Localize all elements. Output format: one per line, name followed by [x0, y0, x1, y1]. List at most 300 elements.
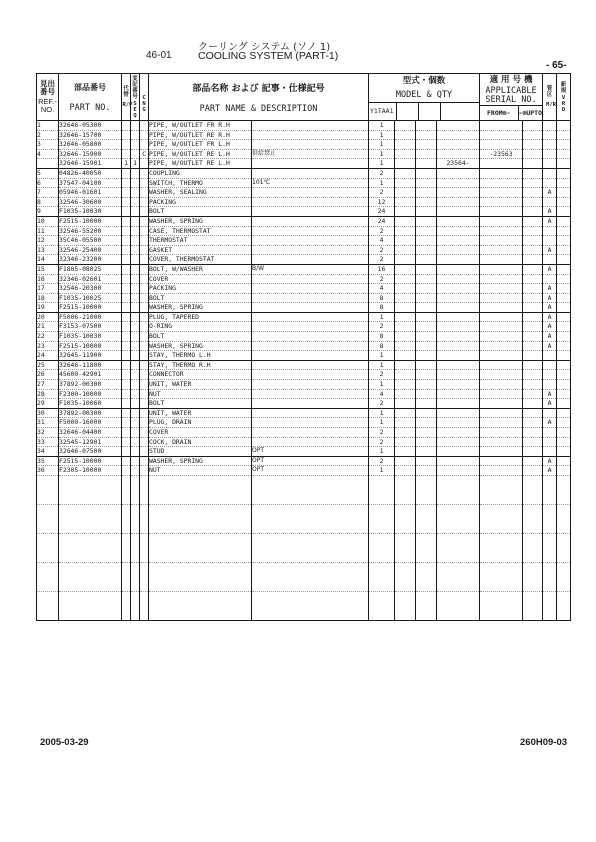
row-flag4: [523, 149, 543, 159]
row-serial-from: [437, 207, 480, 217]
col-part-no-en: PART NO.: [69, 102, 111, 113]
blank-row: [37, 591, 571, 620]
row-serial-upto: -23563: [480, 149, 523, 159]
row-flag3: [140, 437, 149, 447]
row-flag2: [131, 293, 140, 303]
row-ref: [37, 159, 59, 169]
row-flag2: [131, 207, 140, 217]
row-part-no: 32546-25400: [59, 245, 122, 255]
blank-cell: [122, 533, 131, 562]
row-serial-upto: [480, 245, 523, 255]
row-description: [252, 121, 369, 131]
row-serial-from: [437, 303, 480, 313]
row-part-no: 37892-00300: [59, 380, 122, 390]
row-part-no: F2515-10000: [59, 216, 122, 226]
row-serial-upto: [480, 351, 523, 361]
row-flag5: A: [543, 216, 557, 226]
row-qty-3: [416, 216, 437, 226]
row-description: [252, 380, 369, 390]
row-flag6: [557, 370, 571, 380]
row-serial-upto: [480, 312, 523, 322]
row-qty-3: [416, 178, 437, 188]
row-serial-upto: [480, 284, 523, 294]
row-flag2: [131, 188, 140, 198]
row-part-name: PACKING: [149, 284, 252, 294]
table-row: [37, 351, 571, 361]
blank-row: [37, 562, 571, 591]
row-flag3: [140, 428, 149, 438]
row-ref: 25: [37, 360, 59, 370]
row-description: [252, 293, 369, 303]
row-part-no: 32646-07500: [59, 447, 122, 457]
table-row: [37, 389, 571, 399]
row-serial-from: [437, 245, 480, 255]
row-flag1: [122, 322, 131, 332]
row-qty-2: [395, 456, 416, 466]
row-qty-2: [395, 245, 416, 255]
row-ref: 35: [37, 456, 59, 466]
row-flag5: [543, 178, 557, 188]
row-description: [252, 284, 369, 294]
row-serial-from: [437, 130, 480, 140]
row-flag4: [523, 437, 543, 447]
row-qty-2: [395, 322, 416, 332]
row-qty-3: [416, 293, 437, 303]
col-flag3-header: [140, 74, 149, 121]
row-description: [252, 351, 369, 361]
row-ref: 7: [37, 188, 59, 198]
row-flag2: 1: [131, 159, 140, 169]
table-body: [37, 121, 571, 621]
row-serial-from: [437, 312, 480, 322]
row-qty-3: [416, 236, 437, 246]
blank-cell: [369, 475, 395, 504]
row-flag5: [543, 121, 557, 131]
blank-cell: [543, 475, 557, 504]
blank-cell: [523, 591, 543, 620]
row-ref: 36: [37, 466, 59, 476]
blank-cell: [480, 591, 523, 620]
table-row: [37, 447, 571, 457]
row-serial-upto: [480, 322, 523, 332]
row-part-no: 32546-30600: [59, 197, 122, 207]
blank-cell: [395, 504, 416, 533]
row-serial-upto: [480, 140, 523, 150]
row-description: OPT: [252, 466, 369, 476]
blank-cell: [131, 504, 140, 533]
col-serial-jp: 適 用 号 機: [489, 75, 533, 85]
row-qty-2: [395, 207, 416, 217]
row-ref: 10: [37, 216, 59, 226]
row-description: [252, 226, 369, 236]
row-flag4: [523, 188, 543, 198]
row-description: 101℃: [252, 178, 369, 188]
row-qty-2: [395, 226, 416, 236]
row-flag4: [523, 447, 543, 457]
row-qty-2: [395, 341, 416, 351]
row-serial-upto: [480, 255, 523, 265]
row-serial-upto: [480, 226, 523, 236]
row-qty-2: [395, 140, 416, 150]
row-qty-3: [416, 274, 437, 284]
row-part-no: 37547-04100: [59, 178, 122, 188]
row-ref: 23: [37, 341, 59, 351]
footer-date: 2005-03-29: [40, 737, 89, 748]
row-qty-2: [395, 428, 416, 438]
row-qty: 2: [369, 370, 395, 380]
row-part-name: WASHER, SPRING: [149, 341, 252, 351]
col-serial-en1: APPLICABLE: [485, 86, 537, 96]
row-flag4: [523, 389, 543, 399]
row-description: [252, 159, 369, 169]
row-part-name: WASHER, SPRING: [149, 303, 252, 313]
row-flag6: [557, 284, 571, 294]
row-serial-from: [437, 351, 480, 361]
row-qty-3: [416, 197, 437, 207]
row-serial-from: [437, 341, 480, 351]
row-serial-upto: [480, 121, 523, 131]
table-row: [37, 178, 571, 188]
blank-cell: [140, 533, 149, 562]
row-qty-3: [416, 370, 437, 380]
row-flag2: [131, 226, 140, 236]
row-flag5: [543, 197, 557, 207]
row-serial-upto: [480, 178, 523, 188]
blank-cell: [557, 562, 571, 591]
row-part-no: 45600-42901: [59, 370, 122, 380]
blank-cell: [131, 591, 140, 620]
row-flag2: [131, 130, 140, 140]
row-flag6: [557, 360, 571, 370]
row-qty-2: [395, 399, 416, 409]
row-qty: 8: [369, 332, 395, 342]
table-row: [37, 322, 571, 332]
row-qty: 2: [369, 255, 395, 265]
row-flag3: [140, 303, 149, 313]
row-flag3: C: [140, 149, 149, 159]
row-serial-from: [437, 284, 480, 294]
table-row: [37, 255, 571, 265]
table-row: [37, 168, 571, 178]
row-serial-from: [437, 399, 480, 409]
row-flag5: [543, 236, 557, 246]
row-flag5: [543, 428, 557, 438]
row-flag2: [131, 389, 140, 399]
row-description: 供給禁止: [252, 149, 369, 159]
row-flag2: [131, 399, 140, 409]
row-flag5: [543, 140, 557, 150]
blank-cell: [140, 562, 149, 591]
row-ref: 6: [37, 178, 59, 188]
row-flag6: [557, 293, 571, 303]
row-flag5: [543, 437, 557, 447]
row-flag3: [140, 168, 149, 178]
row-part-name: STUD: [149, 447, 252, 457]
row-qty-3: [416, 226, 437, 236]
row-flag3: [140, 418, 149, 428]
row-flag1: [122, 360, 131, 370]
row-flag5: [543, 159, 557, 169]
row-part-no: F5000-16000: [59, 418, 122, 428]
row-qty-3: [416, 428, 437, 438]
row-flag4: [523, 130, 543, 140]
row-part-name: BOLT: [149, 293, 252, 303]
row-flag4: [523, 274, 543, 284]
row-qty-3: [416, 380, 437, 390]
row-part-no: 35C46-05500: [59, 236, 122, 246]
row-flag1: [122, 351, 131, 361]
row-ref: 28: [37, 389, 59, 399]
row-qty-2: [395, 178, 416, 188]
row-serial-upto: [480, 408, 523, 418]
row-flag3: [140, 351, 149, 361]
table-row: [37, 264, 571, 274]
row-qty: 2: [369, 399, 395, 409]
row-flag4: [523, 226, 543, 236]
row-flag6: [557, 437, 571, 447]
row-flag2: [131, 245, 140, 255]
row-serial-upto: [480, 341, 523, 351]
row-serial-upto: [480, 370, 523, 380]
row-part-name: THERMOSTAT: [149, 236, 252, 246]
row-qty: 1: [369, 121, 395, 131]
col-serial-header: [480, 74, 543, 121]
row-description: B/W: [252, 264, 369, 274]
row-part-name: WASHER, SPRING: [149, 216, 252, 226]
row-ref: 12: [37, 236, 59, 246]
row-flag3: [140, 399, 149, 409]
row-qty: 2: [369, 245, 395, 255]
row-flag4: [523, 245, 543, 255]
col-ref-en: REF.-NO.: [38, 97, 57, 114]
blank-cell: [252, 504, 369, 533]
row-description: [252, 245, 369, 255]
row-flag3: [140, 159, 149, 169]
row-ref: 31: [37, 418, 59, 428]
row-flag5: [543, 370, 557, 380]
row-flag6: [557, 322, 571, 332]
row-qty: 2: [369, 274, 395, 284]
row-flag5: A: [543, 341, 557, 351]
row-qty-3: [416, 188, 437, 198]
row-flag6: [557, 332, 571, 342]
row-part-name: PIPE, W/OUTLET RE L.H: [149, 159, 252, 169]
row-qty: 1: [369, 140, 395, 150]
row-qty: 8: [369, 303, 395, 313]
row-description: [252, 197, 369, 207]
row-flag1: [122, 447, 131, 457]
row-flag4: [523, 418, 543, 428]
table-header: [37, 74, 571, 121]
row-flag6: [557, 130, 571, 140]
blank-cell: [369, 504, 395, 533]
row-qty-2: [395, 264, 416, 274]
row-flag6: [557, 245, 571, 255]
table-row: [37, 370, 571, 380]
blank-cell: [140, 475, 149, 504]
col-flag1-en: R/P: [122, 102, 133, 108]
row-flag1: [122, 389, 131, 399]
row-ref: 33: [37, 437, 59, 447]
table-row: [37, 380, 571, 390]
row-part-no: 04826-40050: [59, 168, 122, 178]
row-flag6: [557, 389, 571, 399]
row-ref: 1: [37, 121, 59, 131]
row-flag6: [557, 216, 571, 226]
table-row: [37, 303, 571, 313]
row-qty-2: [395, 466, 416, 476]
row-flag1: [122, 140, 131, 150]
row-part-no: F2515-10000: [59, 303, 122, 313]
table-row: [37, 159, 571, 169]
row-part-no: 32646-15700: [59, 130, 122, 140]
row-qty-2: [395, 312, 416, 322]
row-flag3: [140, 226, 149, 236]
row-serial-from: [437, 456, 480, 466]
row-flag1: [122, 437, 131, 447]
row-qty-2: [395, 447, 416, 457]
row-flag1: [122, 466, 131, 476]
row-serial-upto: [480, 197, 523, 207]
row-qty: 2: [369, 188, 395, 198]
row-qty-2: [395, 418, 416, 428]
row-flag3: [140, 178, 149, 188]
row-flag3: [140, 245, 149, 255]
row-part-name: COVER: [149, 274, 252, 284]
col-ref-header: [37, 74, 59, 121]
row-part-name: CASE, THERMOSTAT: [149, 226, 252, 236]
row-flag3: [140, 341, 149, 351]
row-flag4: [523, 360, 543, 370]
row-qty-2: [395, 408, 416, 418]
row-part-name: PIPE, W/OUTLET RE L.H: [149, 149, 252, 159]
row-flag2: [131, 428, 140, 438]
row-serial-from: [437, 447, 480, 457]
row-flag3: [140, 312, 149, 322]
table-row: [37, 216, 571, 226]
row-serial-upto: [480, 380, 523, 390]
row-qty: 12: [369, 197, 395, 207]
blank-cell: [437, 504, 480, 533]
row-part-no: F1035-10030: [59, 332, 122, 342]
row-qty-2: [395, 149, 416, 159]
blank-cell: [122, 562, 131, 591]
row-part-no: 32646-05800: [59, 140, 122, 150]
blank-cell: [480, 562, 523, 591]
row-flag3: [140, 236, 149, 246]
row-flag3: [140, 370, 149, 380]
section-code: 46-01: [146, 50, 172, 61]
blank-cell: [543, 562, 557, 591]
row-flag5: A: [543, 245, 557, 255]
row-flag4: [523, 293, 543, 303]
col-flag4-en: M/R: [546, 102, 556, 108]
row-description: [252, 399, 369, 409]
row-flag5: [543, 408, 557, 418]
row-part-name: STAY, THERMO R.H: [149, 360, 252, 370]
row-ref: 5: [37, 168, 59, 178]
row-description: [252, 418, 369, 428]
row-ref: 17: [37, 284, 59, 294]
blank-cell: [543, 504, 557, 533]
row-flag2: [131, 360, 140, 370]
blank-cell: [369, 591, 395, 620]
row-qty-3: [416, 456, 437, 466]
row-flag6: [557, 207, 571, 217]
row-description: OPT: [252, 456, 369, 466]
row-part-no: 05946-01601: [59, 188, 122, 198]
table-row: [37, 236, 571, 246]
row-flag2: [131, 121, 140, 131]
row-part-name: GASKET: [149, 245, 252, 255]
row-part-name: BOLT: [149, 332, 252, 342]
blank-cell: [416, 591, 437, 620]
blank-cell: [131, 533, 140, 562]
row-description: [252, 207, 369, 217]
row-flag6: [557, 255, 571, 265]
row-qty-3: [416, 447, 437, 457]
row-flag2: [131, 284, 140, 294]
row-flag1: [122, 264, 131, 274]
col-model-header: [369, 74, 480, 121]
row-description: [252, 216, 369, 226]
row-flag1: [122, 380, 131, 390]
row-flag1: [122, 226, 131, 236]
row-qty: 1: [369, 130, 395, 140]
col-flag1-header: [122, 74, 131, 121]
row-qty: 2: [369, 456, 395, 466]
row-qty-2: [395, 284, 416, 294]
row-description: [252, 168, 369, 178]
row-part-no: 32646-05300: [59, 121, 122, 131]
col-part-no-header: [59, 74, 122, 121]
row-flag5: [543, 255, 557, 265]
row-flag1: [122, 130, 131, 140]
row-qty-3: [416, 341, 437, 351]
blank-cell: [149, 591, 252, 620]
blank-cell: [37, 504, 59, 533]
row-flag1: 1: [122, 159, 131, 169]
row-ref: 15: [37, 264, 59, 274]
row-ref: 16: [37, 274, 59, 284]
col-flag4-header: [543, 74, 557, 121]
row-description: [252, 188, 369, 198]
row-serial-upto: [480, 207, 523, 217]
row-flag3: [140, 130, 149, 140]
blank-cell: [252, 533, 369, 562]
row-part-name: WASHER, SEALING: [149, 188, 252, 198]
row-flag5: A: [543, 322, 557, 332]
row-ref: 3: [37, 140, 59, 150]
row-qty: 1: [369, 178, 395, 188]
blank-cell: [437, 591, 480, 620]
footer-code: 260H09-03: [520, 737, 568, 748]
row-part-name: STAY, THERMO L.H: [149, 351, 252, 361]
row-flag1: [122, 245, 131, 255]
row-serial-from: [437, 216, 480, 226]
row-serial-upto: [480, 303, 523, 313]
blank-cell: [59, 533, 122, 562]
col-name-jp: 部品名称 および 記事・仕様記号: [192, 83, 325, 94]
table-row: [37, 207, 571, 217]
row-flag1: [122, 408, 131, 418]
row-flag1: [122, 456, 131, 466]
blank-cell: [149, 533, 252, 562]
blank-cell: [437, 533, 480, 562]
row-ref: 8: [37, 197, 59, 207]
blank-cell: [59, 504, 122, 533]
blank-row: [37, 504, 571, 533]
